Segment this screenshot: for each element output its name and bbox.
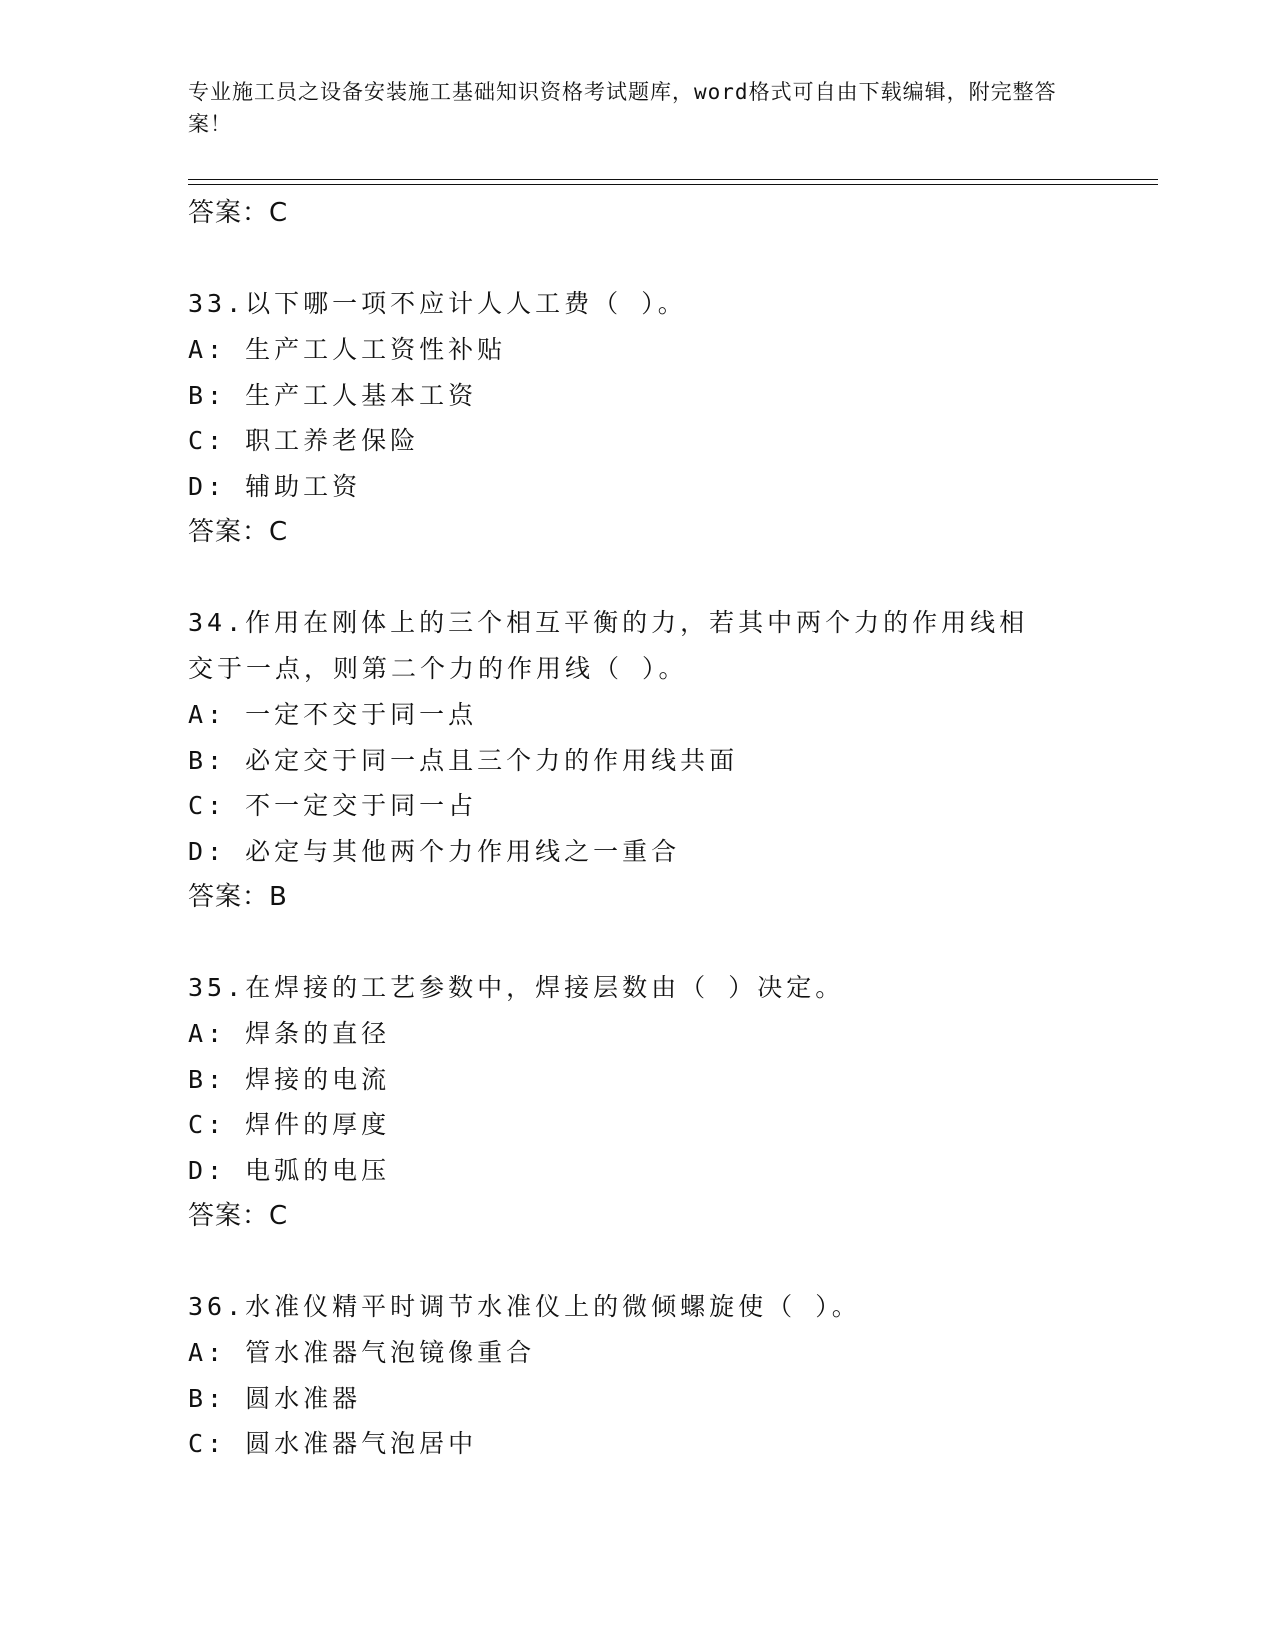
question-stem: 34.作用在刚体上的三个相互平衡的力，若其中两个力的作用线相交于一点，则第二个力的作用线（ ）。	[188, 608, 1029, 683]
header-rule-top	[188, 179, 1158, 180]
option-c: C: 圆水准器气泡居中	[188, 1429, 478, 1458]
spacer	[188, 236, 1088, 281]
option-b: B: 必定交于同一点且三个力的作用线共面	[188, 745, 739, 775]
question-35	[188, 965, 1088, 1239]
question-stem: 33.以下哪一项不应计人人工费（ ）。	[188, 289, 687, 318]
option-d: D: 电弧的电压	[188, 1155, 391, 1185]
answer-line: 答案：C	[188, 1201, 289, 1231]
question-34	[188, 600, 1088, 920]
header-rule-bottom	[188, 184, 1158, 185]
question-stem: 35.在焊接的工艺参数中，焊接层数由（ ）决定。	[188, 973, 845, 1002]
option-b: B: 圆水准器	[188, 1383, 362, 1413]
option-c: C: 焊件的厚度	[188, 1110, 391, 1139]
spacer	[188, 1239, 1088, 1284]
option-c: C: 不一定交于同一占	[188, 791, 478, 820]
option-c: C: 职工养老保险	[188, 426, 420, 455]
page-header: 专业施工员之设备安装施工基础知识资格考试题库，word格式可自由下载编辑，附完整答案！	[188, 80, 1057, 136]
option-a: A: 焊条的直径	[188, 1019, 391, 1048]
answer-line: 答案：C	[188, 198, 289, 228]
answer-line: 答案：B	[188, 882, 288, 912]
question-33	[188, 281, 1088, 555]
option-a: A: 管水准器气泡镜像重合	[188, 1338, 536, 1367]
option-b: B: 焊接的电流	[188, 1064, 391, 1094]
question-stem: 36.水准仪精平时调节水准仪上的微倾螺旋使（ ）。	[188, 1292, 861, 1321]
spacer	[188, 920, 1088, 965]
option-d: D: 辅助工资	[188, 471, 362, 501]
option-a: A: 生产工人工资性补贴	[188, 335, 507, 364]
option-b: B: 生产工人基本工资	[188, 380, 478, 410]
option-a: A: 一定不交于同一点	[188, 700, 478, 729]
option-d: D: 必定与其他两个力作用线之一重合	[188, 836, 681, 866]
question-list	[188, 190, 1088, 1467]
answer-line: 答案：C	[188, 517, 289, 547]
question-36	[188, 1284, 1088, 1467]
spacer	[188, 555, 1088, 600]
